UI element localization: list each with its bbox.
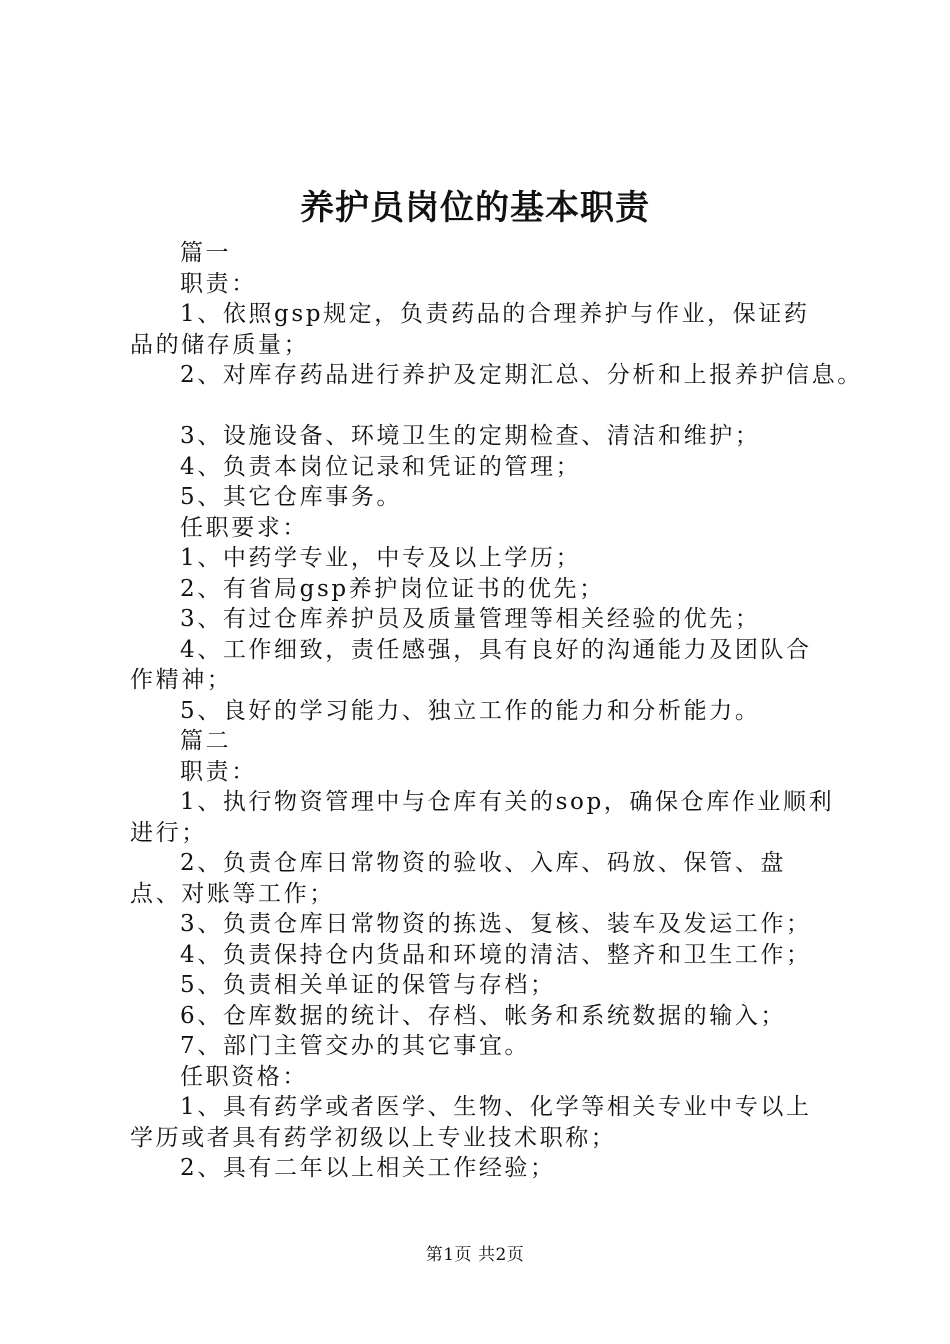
paragraph: 2、负责仓库日常物资的验收、入库、码放、保管、盘点、对账等工作； [130,850,787,907]
paragraph: 6、仓库数据的统计、存档、帐务和系统数据的输入； [180,1002,787,1029]
paragraph: 3、设施设备、环境卫生的定期检查、清洁和维护； [180,423,761,449]
paragraph: 2、有省局gsp养护岗位证书的优先； [180,575,605,602]
paragraph: 5、负责相关单证的保管与存档； [180,972,556,998]
paragraph: 3、有过仓库养护员及质量管理等相关经验的优先； [180,606,761,632]
paragraph: 1、中药学专业，中专及以上学历； [180,545,582,571]
paragraph: 2、对库存药品进行养护及定期汇总、分析和上报养护信息。 [180,362,863,388]
paragraph: 4、工作细致，责任感强，具有良好的沟通能力及团队合作精神； [130,636,812,693]
paragraph: 篇二 [180,728,232,754]
paragraph: 4、负责保持仓内货品和环境的清洁、整齐和卫生工作； [180,941,812,968]
document-title: 养护员岗位的基本职责 [300,188,650,228]
paragraph: 1、具有药学或者医学、生物、化学等相关专业中专以上学历或者具有药学初级以上专业技术职称； [130,1094,812,1151]
paragraph: 职责： [180,758,257,785]
paragraph: 3、负责仓库日常物资的拣选、复核、装车及发运工作； [180,911,812,937]
paragraph: 5、其它仓库事务。 [180,484,403,510]
paragraph: 4、负责本岗位记录和凭证的管理； [180,453,582,480]
blank-line [130,391,835,422]
paragraph: 7、部门主管交办的其它事宜。 [180,1033,531,1059]
paragraph: 1、依照gsp规定，负责药品的合理养护与作业，保证药品的储存质量； [130,301,810,358]
paragraph: 任职要求： [180,514,308,541]
document-body [130,238,863,1184]
paragraph: 职责： [180,270,257,297]
page-number-footer: 第1页 共2页 [425,1245,525,1265]
paragraph: 1、执行物资管理中与仓库有关的sop，确保仓库作业顺利进行； [130,789,835,846]
paragraph: 篇一 [180,240,232,266]
paragraph: 任职资格： [180,1063,308,1090]
paragraph: 5、良好的学习能力、独立工作的能力和分析能力。 [180,697,761,724]
paragraph: 2、具有二年以上相关工作经验； [180,1155,556,1181]
